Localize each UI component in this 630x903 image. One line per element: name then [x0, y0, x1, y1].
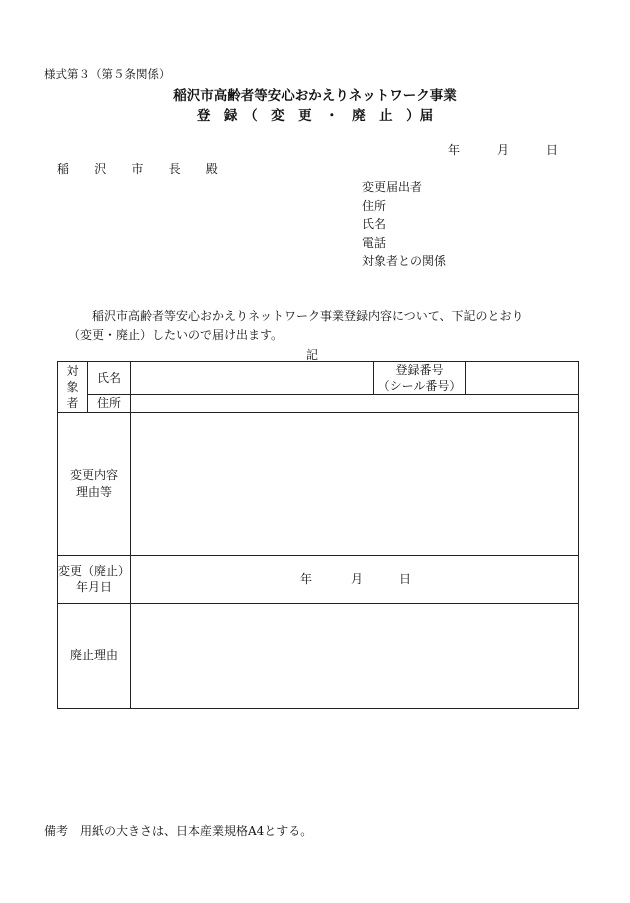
change-date-year: 年 [300, 572, 313, 587]
change-content-label: 変更内容 理由等 [58, 412, 131, 555]
name-label: 氏名 [88, 362, 131, 395]
form-subtitle: 登 録 （ 変 更 ・ 廃 止 ）届 [196, 108, 434, 124]
form-title: 稲沢市高齢者等安心おかえりネットワーク事業 [173, 88, 457, 104]
applicant-address-label: 住所 [362, 199, 387, 213]
abolish-reason-field[interactable] [131, 603, 579, 708]
note: 備考 用紙の大きさは、日本産業規格A4とする。 [44, 824, 313, 838]
date-month: 月 [497, 143, 510, 157]
change-date-day: 日 [399, 572, 412, 587]
address-label: 住所 [88, 395, 131, 412]
date-year: 年 [448, 143, 461, 157]
applicant-label: 変更届出者 [362, 180, 423, 194]
reg-number-field[interactable] [466, 362, 579, 395]
change-content-field[interactable] [131, 412, 579, 555]
change-date-month: 月 [351, 572, 364, 587]
addressee: 稲 沢 市 長 殿 [57, 162, 225, 176]
form-table [57, 361, 579, 709]
change-date-label: 変更（廃止） 年月日 [58, 555, 131, 603]
address-field[interactable] [131, 395, 579, 412]
body-text-line1: 稲沢市高齢者等安心おかえりネットワーク事業登録内容について、下記のとおり [92, 309, 524, 323]
ki-heading: 記 [306, 348, 319, 362]
applicant-relation-label: 対象者との関係 [362, 254, 447, 268]
form-number: 様式第３（第５条関係） [44, 67, 171, 81]
change-date-field[interactable] [131, 555, 579, 603]
name-field[interactable] [131, 362, 374, 395]
applicant-phone-label: 電話 [362, 236, 387, 250]
target-label: 対 象 者 [58, 362, 88, 413]
abolish-reason-label: 廃止理由 [58, 603, 131, 708]
date-day: 日 [546, 143, 559, 157]
reg-number-label: 登録番号 （シール番号） [374, 362, 466, 395]
body-text-line2: （変更・廃止）したいので届け出ます。 [68, 328, 284, 342]
applicant-name-label: 氏名 [362, 217, 387, 231]
